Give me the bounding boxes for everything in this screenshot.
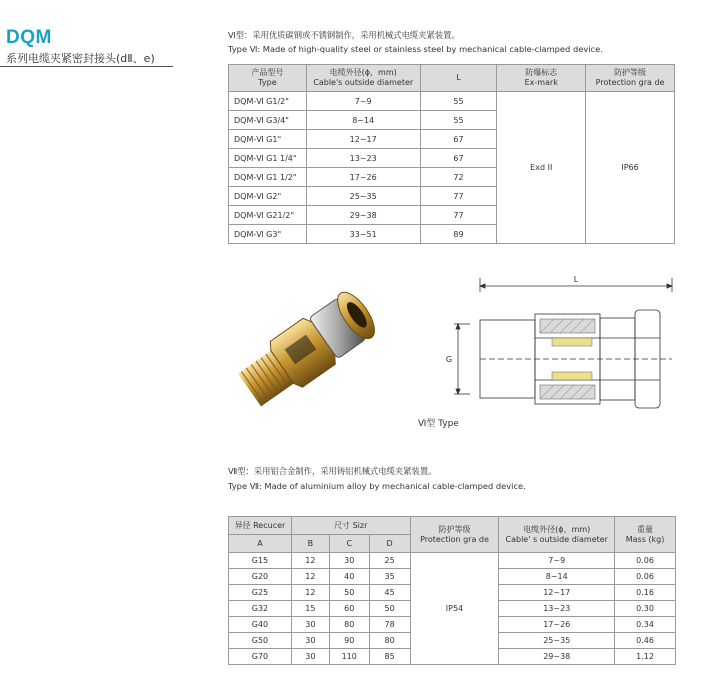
type7-cell-mass: 1.12 [615, 649, 676, 665]
type6-technical-drawing [440, 272, 680, 422]
type6-cell-type: DQM-Ⅵ G1/2" [229, 92, 307, 111]
type7-note-cn: Ⅶ型：采用铝合金制作，采用铸铝机械式电缆夹紧装置。 [228, 466, 437, 476]
type7-header-mass: 重量 Mass (kg) [615, 517, 676, 553]
type6-cell-type: DQM-Ⅵ G21/2" [229, 206, 307, 225]
drawing-label-length: L [573, 275, 579, 284]
brand-divider [0, 66, 173, 67]
type6-caption: Ⅵ型 Type [418, 419, 459, 429]
type7-cell-b: 30 [291, 633, 329, 649]
type7-header-c: C [329, 535, 369, 553]
type6-cell-diameter: 8~14 [306, 111, 420, 130]
type7-spec-table [228, 516, 676, 665]
type7-cell-c: 110 [329, 649, 369, 665]
type7-cell-c: 60 [329, 601, 369, 617]
type7-cell-a: G25 [229, 585, 292, 601]
type6-cell-diameter: 17~26 [306, 168, 420, 187]
type7-cell-a: G50 [229, 633, 292, 649]
type7-cell-diameter: 29~38 [499, 649, 615, 665]
type7-cell-c: 80 [329, 617, 369, 633]
type7-cell-diameter: 13~23 [499, 601, 615, 617]
type6-cell-diameter: 29~38 [306, 206, 420, 225]
type7-header-row [229, 517, 676, 535]
type6-cell-type: DQM-Ⅵ G3" [229, 225, 307, 244]
type6-cell-type: DQM-Ⅵ G2" [229, 187, 307, 206]
type7-protection: IP54 [410, 553, 499, 665]
type6-cell-l: 77 [420, 206, 497, 225]
type7-cell-mass: 0.30 [615, 601, 676, 617]
type7-cell-a: G20 [229, 569, 292, 585]
type6-cell-diameter: 12~17 [306, 130, 420, 149]
type7-cell-diameter: 7~9 [499, 553, 615, 569]
type7-cell-a: G15 [229, 553, 292, 569]
type7-cell-d: 78 [369, 617, 410, 633]
cable-gland-photo [226, 272, 396, 422]
type7-cell-d: 50 [369, 601, 410, 617]
type6-cell-l: 67 [420, 130, 497, 149]
type6-cell-type: DQM-Ⅵ G1" [229, 130, 307, 149]
type7-header-diameter: 电缆外径(ϕ，mm) Cable' s outside diameter [499, 517, 615, 553]
type7-cell-c: 90 [329, 633, 369, 649]
type6-header-l: L [420, 65, 497, 92]
type6-cell-diameter: 7~9 [306, 92, 420, 111]
type7-cell-d: 80 [369, 633, 410, 649]
type6-cell-l: 72 [420, 168, 497, 187]
type7-cell-diameter: 25~35 [499, 633, 615, 649]
brand-title: DQM [6, 27, 52, 48]
type7-cell-a: G70 [229, 649, 292, 665]
table-row [229, 553, 676, 569]
type6-note-en: Type Ⅵ: Made of high-quality steel or stainless steel by mechanical cable-clamped device. [228, 44, 603, 54]
type7-cell-a: G40 [229, 617, 292, 633]
type7-cell-b: 15 [291, 601, 329, 617]
drawing-label-g: G [445, 355, 453, 364]
type6-note-cn: Ⅵ型：采用优质碳钢或不锈钢制作，采用机械式电缆夹紧装置。 [228, 30, 460, 40]
type6-header-protection: 防护等级 Protection gra de [586, 65, 675, 92]
type7-cell-a: G32 [229, 601, 292, 617]
type7-header-protection: 防护等级 Protection gra de [410, 517, 499, 553]
type7-cell-diameter: 17~26 [499, 617, 615, 633]
type6-ex-mark: Exd II [497, 92, 586, 244]
type7-cell-diameter: 12~17 [499, 585, 615, 601]
type6-cell-type: DQM-Ⅵ G1 1/2" [229, 168, 307, 187]
type7-cell-mass: 0.06 [615, 553, 676, 569]
type6-header-type: 产品型号 Type [229, 65, 307, 92]
type7-cell-mass: 0.34 [615, 617, 676, 633]
type7-cell-diameter: 8~14 [499, 569, 615, 585]
type6-cell-diameter: 25~35 [306, 187, 420, 206]
type6-protection: IP66 [586, 92, 675, 244]
type7-header-size: 尺寸 Sizr [291, 517, 410, 535]
type7-cell-d: 25 [369, 553, 410, 569]
type7-cell-d: 85 [369, 649, 410, 665]
type6-cell-l: 55 [420, 111, 497, 130]
type7-cell-mass: 0.46 [615, 633, 676, 649]
table-row [229, 92, 675, 111]
type6-cell-l: 55 [420, 92, 497, 111]
type7-cell-c: 50 [329, 585, 369, 601]
type6-spec-table [228, 64, 675, 244]
type7-cell-mass: 0.16 [615, 585, 676, 601]
type7-cell-b: 30 [291, 617, 329, 633]
type6-header-ex-mark: 防爆标志 Ex-mark [497, 65, 586, 92]
type7-header-d: D [369, 535, 410, 553]
type6-cell-diameter: 13~23 [306, 149, 420, 168]
brand-subtitle: 系列电缆夹紧密封接头(dⅡ、e) [6, 52, 155, 65]
type7-header-reducer: 异径 Recucer [229, 517, 292, 535]
type7-cell-mass: 0.06 [615, 569, 676, 585]
type7-cell-b: 12 [291, 553, 329, 569]
type6-cell-l: 89 [420, 225, 497, 244]
type7-header-a: A [229, 535, 292, 553]
type7-cell-c: 30 [329, 553, 369, 569]
type6-header-diameter: 电缆外径(ϕ，mm) Cable's outside diameter [306, 65, 420, 92]
type6-cell-type: DQM-Ⅵ G3/4" [229, 111, 307, 130]
type7-header-b: B [291, 535, 329, 553]
type6-header-row [229, 65, 675, 92]
type6-cell-l: 67 [420, 149, 497, 168]
type7-cell-d: 35 [369, 569, 410, 585]
type6-cell-diameter: 33~51 [306, 225, 420, 244]
type6-cell-type: DQM-Ⅵ G1 1/4" [229, 149, 307, 168]
type7-cell-b: 12 [291, 569, 329, 585]
type7-cell-b: 12 [291, 585, 329, 601]
type7-note-en: Type Ⅶ: Made of aluminium alloy by mechanical cable-clamped device. [228, 481, 526, 491]
type7-cell-d: 45 [369, 585, 410, 601]
type6-cell-l: 77 [420, 187, 497, 206]
type7-cell-b: 30 [291, 649, 329, 665]
type7-cell-c: 40 [329, 569, 369, 585]
